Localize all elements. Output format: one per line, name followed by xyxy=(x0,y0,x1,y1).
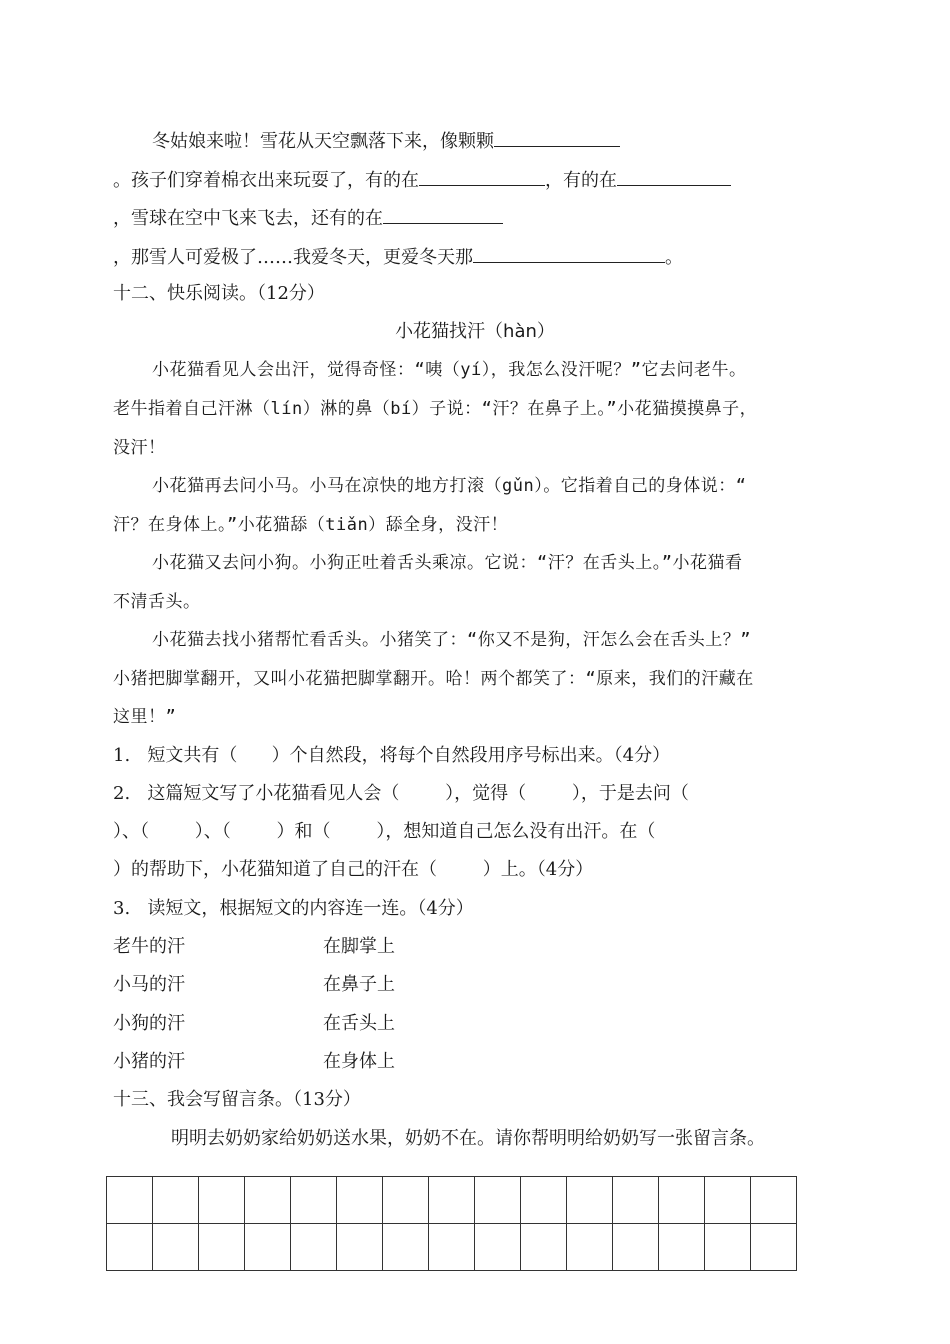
story-line: 小猪把脚掌翻开，又叫小花猫把脚掌翻开。哈！两个都笑了：“原来，我们的汗藏在 xyxy=(113,669,754,689)
writing-grid-cell[interactable] xyxy=(337,1224,383,1271)
fill-line-1 xyxy=(152,128,620,154)
writing-grid-cell[interactable] xyxy=(567,1224,613,1271)
fill-blank-5[interactable] xyxy=(473,244,665,263)
writing-grid-cell[interactable] xyxy=(751,1224,797,1271)
match-left-item[interactable]: 老牛的汗 xyxy=(113,936,185,957)
story-line: 没汗！ xyxy=(113,438,166,458)
writing-grid-cell[interactable] xyxy=(291,1177,337,1224)
writing-grid-cell[interactable] xyxy=(429,1224,475,1271)
writing-grid-cell[interactable] xyxy=(659,1224,705,1271)
match-left-item[interactable]: 小猪的汗 xyxy=(113,1051,185,1072)
question-2-cont: ）、（ ）、（ ）和（ ），想知道自己怎么没有出汗。在（ xyxy=(113,821,656,842)
writing-grid-cell[interactable] xyxy=(521,1224,567,1271)
writing-grid-cell[interactable] xyxy=(383,1224,429,1271)
story-line: 汗？在身体上。”小花猫舔（tiǎn）舔全身，没汗！ xyxy=(113,515,509,535)
match-right-item[interactable]: 在脚掌上 xyxy=(323,936,395,957)
question-2-cont: ）的帮助下，小花猫知道了自己的汗在（ ）上。（4分） xyxy=(113,859,594,880)
section13-instruction: 明明去奶奶家给奶奶送水果，奶奶不在。请你帮明明给奶奶写一张留言条。 xyxy=(171,1128,765,1149)
question-1: 1. 短文共有（ ）个自然段，将每个自然段用序号标出来。（4分） xyxy=(113,745,671,766)
fill-text-2a: 。孩子们穿着棉衣出来玩耍了，有的在 xyxy=(113,170,419,191)
writing-grid-cell[interactable] xyxy=(475,1177,521,1224)
writing-grid-cell[interactable] xyxy=(153,1224,199,1271)
writing-grid-cell[interactable] xyxy=(199,1224,245,1271)
writing-grid-cell[interactable] xyxy=(107,1224,153,1271)
writing-grid-cell[interactable] xyxy=(613,1177,659,1224)
fill-blank-2[interactable] xyxy=(419,167,545,186)
writing-grid-cell[interactable] xyxy=(659,1177,705,1224)
writing-grid-cell[interactable] xyxy=(705,1224,751,1271)
fill-line-4 xyxy=(113,244,683,270)
match-left-item[interactable]: 小狗的汗 xyxy=(113,1013,185,1034)
fill-text-4b: 。 xyxy=(665,247,683,268)
match-right-item[interactable]: 在舌头上 xyxy=(323,1013,395,1034)
writing-grid-cell[interactable] xyxy=(429,1177,475,1224)
story-line: 小花猫又去问小狗。小狗正吐着舌头乘凉。它说：“汗？在舌头上。”小花猫看 xyxy=(152,553,743,573)
story-line: 小花猫去找小猪帮忙看舌头。小猪笑了：“你又不是狗，汗怎么会在舌头上？” xyxy=(152,630,751,650)
writing-grid-cell[interactable] xyxy=(153,1177,199,1224)
fill-blank-1[interactable] xyxy=(494,128,620,147)
question-2: 2. 这篇短文写了小花猫看见人会（ ），觉得（ ），于是去问（ xyxy=(113,783,689,804)
fill-text-1: 冬姑娘来啦！雪花从天空飘落下来，像颗颗 xyxy=(152,131,494,152)
writing-grid-cell[interactable] xyxy=(567,1177,613,1224)
writing-grid-cell[interactable] xyxy=(705,1177,751,1224)
writing-grid xyxy=(106,1176,797,1271)
writing-grid-row xyxy=(107,1177,797,1224)
story-line: 不清舌头。 xyxy=(113,592,201,612)
question-3: 3. 读短文，根据短文的内容连一连。（4分） xyxy=(113,898,474,919)
writing-grid-cell[interactable] xyxy=(107,1177,153,1224)
writing-grid-cell[interactable] xyxy=(751,1177,797,1224)
fill-text-3: ，雪球在空中飞来飞去，还有的在 xyxy=(113,208,383,229)
fill-line-2 xyxy=(113,167,731,193)
fill-text-4a: ，那雪人可爱极了……我爱冬天，更爱冬天那 xyxy=(113,247,473,268)
writing-grid-cell[interactable] xyxy=(383,1177,429,1224)
writing-grid-cell[interactable] xyxy=(521,1177,567,1224)
section13-heading: 十三、我会写留言条。（13分） xyxy=(113,1089,361,1110)
writing-grid-cell[interactable] xyxy=(475,1224,521,1271)
writing-grid-cell[interactable] xyxy=(291,1224,337,1271)
fill-blank-4[interactable] xyxy=(383,205,503,224)
fill-blank-3[interactable] xyxy=(617,167,731,186)
writing-grid-cell[interactable] xyxy=(337,1177,383,1224)
story-line: 小花猫再去问小马。小马在凉快的地方打滚（gǔn）。它指着自己的身体说：“ xyxy=(152,476,747,496)
writing-grid-cell[interactable] xyxy=(199,1177,245,1224)
story-line: 这里！” xyxy=(113,707,177,727)
match-right-item[interactable]: 在鼻子上 xyxy=(323,974,395,995)
story-line: 老牛指着自己汗淋（lín）淋的鼻（bí）子说：“汗？在鼻子上。”小花猫摸摸鼻子， xyxy=(113,399,758,419)
writing-grid-cell[interactable] xyxy=(613,1224,659,1271)
section12-heading: 十二、快乐阅读。（12分） xyxy=(113,283,325,304)
writing-grid-cell[interactable] xyxy=(245,1177,291,1224)
match-left-item[interactable]: 小马的汗 xyxy=(113,974,185,995)
story-line: 小花猫看见人会出汗，觉得奇怪：“咦（yí），我怎么没汗呢？”它去问老牛。 xyxy=(152,360,747,380)
writing-grid-row xyxy=(107,1224,797,1271)
match-right-item[interactable]: 在身体上 xyxy=(323,1051,395,1072)
writing-grid-cell[interactable] xyxy=(245,1224,291,1271)
fill-line-3 xyxy=(113,205,503,231)
story-title: 小花猫找汗（hàn） xyxy=(395,321,555,342)
fill-text-2b: ，有的在 xyxy=(545,170,617,191)
